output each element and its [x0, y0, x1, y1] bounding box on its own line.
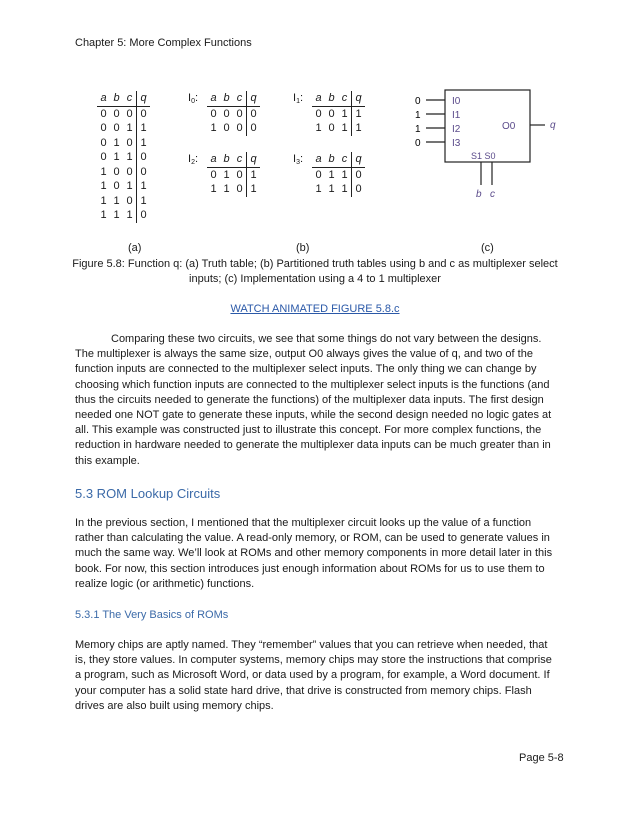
- table-cell: 1: [341, 168, 348, 181]
- table-row: [207, 182, 260, 197]
- column-header-c: c: [338, 91, 352, 106]
- table-cell: 0: [126, 165, 133, 178]
- table-cell: 1: [315, 183, 322, 196]
- partition-label: $I_0$:: [188, 92, 199, 105]
- body-paragraph-3: [75, 638, 557, 714]
- table-cell: 1: [113, 209, 120, 222]
- table-cell: 1: [247, 167, 261, 182]
- partition-label: $I_1$:: [293, 92, 304, 105]
- mux-input-pin: I3: [452, 138, 461, 149]
- column-header-q: q: [352, 152, 366, 167]
- subsection-heading: 5.3.1 The Very Basics of ROMs: [75, 609, 229, 621]
- table-row: [97, 150, 150, 165]
- table-cell: 0: [210, 168, 217, 181]
- table-cell: 0: [236, 122, 243, 135]
- mux-input-pin: I1: [452, 110, 461, 121]
- table-cell: 1: [113, 194, 120, 207]
- table-cell: 0: [236, 168, 243, 181]
- table-cell: 0: [126, 194, 133, 207]
- table-cell: 0: [137, 208, 151, 223]
- mux-select-pins: S1 S0: [471, 151, 496, 161]
- table-cell: 0: [210, 107, 217, 120]
- column-header-b: b: [220, 152, 233, 167]
- figure-caption: Figure 5.8: Function q: (a) Truth table; (b) Partitioned truth tables using b and c as multiplexer select inputs; (c) Implementation using a 4 to 1 multiplexer: [72, 258, 558, 285]
- page-header: Chapter 5: More Complex Functions: [75, 37, 252, 49]
- truth-table-main: [97, 91, 150, 223]
- mux-input-value: 0: [415, 138, 421, 149]
- partition-table: [207, 91, 260, 136]
- table-cell: 1: [137, 121, 151, 136]
- table-cell: 1: [126, 180, 133, 193]
- table-cell: 1: [113, 151, 120, 164]
- partition-table: [312, 91, 365, 136]
- mux-input-value: 0: [415, 96, 421, 107]
- table-cell: 0: [100, 136, 107, 149]
- table-row: [312, 106, 365, 121]
- table-row: [312, 121, 365, 136]
- page-number: Page 5-8: [519, 752, 564, 764]
- table-row: [97, 179, 150, 194]
- table-cell: 1: [137, 179, 151, 194]
- table-row: [97, 121, 150, 136]
- table-row: [207, 121, 260, 136]
- table-cell: 0: [315, 168, 322, 181]
- partition-label: $I_2$:: [188, 153, 199, 166]
- mux-input-value: 1: [415, 124, 421, 135]
- table-row: [207, 167, 260, 182]
- table-cell: 1: [315, 122, 322, 135]
- table-row: [312, 182, 365, 197]
- select-input-b: b: [476, 189, 482, 200]
- paragraph-1-text: Comparing these two circuits, we see that some things do not vary between the designs. The multiplexer is always the same size, output O0 always gives the value of q, and two of the function inputs are connected to the multiplexer select inputs. The only thing we can change by choosing which function inputs are connected to the multiplexer select inputs is the functions (and thus the circuits needed to generate the functions) of the multiplexer data inputs. The first design needed one NOT gate to generate these inputs, while the second design needed no logic gates at all. This example was constructed just to illustrate this concept. For more complex functions, the reduction in hardware needed to generate the multiplexer data inputs can be much greater than in this example.: [75, 333, 552, 467]
- column-header-q: q: [247, 152, 261, 167]
- table-cell: 1: [328, 183, 335, 196]
- paragraph-2-text: In the previous section, I mentioned that the multiplexer circuit looks up the value of a function rather than calculating the value. A read-only memory, or ROM, can be used to generate values in much the same way. We’ll look at ROMs and other memory components in more detail later in this book. For now, this section introduces just enough information about ROMs for us to use them to realize logic (or arithmetic) functions.: [75, 517, 553, 590]
- select-input-c: c: [490, 189, 495, 200]
- partition-table: [312, 152, 365, 197]
- column-header-c: c: [233, 152, 247, 167]
- table-cell: 1: [223, 183, 230, 196]
- table-cell: 1: [126, 122, 133, 135]
- table-cell: 0: [113, 165, 120, 178]
- table-cell: 1: [247, 182, 261, 197]
- table-cell: 1: [352, 121, 366, 136]
- table-cell: 0: [100, 151, 107, 164]
- mux-output-label: q: [550, 120, 556, 131]
- table-row: [97, 165, 150, 180]
- panel-label-c: (c): [481, 242, 494, 254]
- table-cell: 0: [126, 136, 133, 149]
- table-cell: 0: [100, 122, 107, 135]
- table-cell: 1: [100, 165, 107, 178]
- table-cell: 0: [315, 107, 322, 120]
- table-row: [207, 106, 260, 121]
- column-header-a: a: [97, 91, 110, 106]
- table-row: [312, 167, 365, 182]
- table-cell: 0: [100, 107, 107, 120]
- table-cell: 1: [341, 107, 348, 120]
- table-cell: 0: [137, 165, 151, 180]
- mux-input-value: 1: [415, 110, 421, 121]
- table-cell: 1: [100, 180, 107, 193]
- table-cell: 0: [223, 107, 230, 120]
- column-header-a: a: [207, 152, 220, 167]
- table-cell: 0: [247, 106, 261, 121]
- mux-input-pin: I2: [452, 124, 461, 135]
- table-cell: 0: [126, 107, 133, 120]
- paragraph-3-text: Memory chips are aptly named. They “remember” values that you can retrieve when needed, that is, they store values. In computer systems, memory chips may store the instructions that comprise a program, such as Microsoft Word, or data used by a program, for example, a Word document. If your computer has a solid state hard drive, that drive is constructed from memory chips. Flash drives are also built using memory chips.: [75, 639, 552, 712]
- table-cell: 0: [328, 122, 335, 135]
- table-cell: 1: [210, 183, 217, 196]
- table-cell: 1: [137, 136, 151, 151]
- column-header-c: c: [123, 91, 137, 106]
- body-paragraph-1: [75, 332, 557, 469]
- multiplexer-diagram: [410, 88, 560, 203]
- table-cell: 1: [126, 151, 133, 164]
- table-cell: 0: [137, 150, 151, 165]
- table-cell: 0: [352, 167, 366, 182]
- table-row: [97, 208, 150, 223]
- table-cell: 0: [137, 106, 151, 121]
- column-header-q: q: [137, 91, 151, 106]
- table-cell: 0: [236, 107, 243, 120]
- table-cell: 0: [352, 182, 366, 197]
- table-cell: 1: [223, 168, 230, 181]
- table-cell: 1: [137, 194, 151, 209]
- table-cell: 1: [100, 194, 107, 207]
- partition-label: $I_3$:: [293, 153, 304, 166]
- table-cell: 1: [113, 136, 120, 149]
- table-row: [97, 194, 150, 209]
- column-header-a: a: [312, 91, 325, 106]
- table-cell: 0: [223, 122, 230, 135]
- column-header-c: c: [338, 152, 352, 167]
- table-cell: 0: [236, 183, 243, 196]
- column-header-b: b: [110, 91, 123, 106]
- mux-input-pin: I0: [452, 96, 461, 107]
- section-heading: 5.3 ROM Lookup Circuits: [75, 486, 221, 501]
- table-cell: 1: [341, 122, 348, 135]
- column-header-a: a: [312, 152, 325, 167]
- table-cell: 1: [100, 209, 107, 222]
- watch-animated-figure-link[interactable]: WATCH ANIMATED FIGURE 5.8.c: [230, 303, 400, 315]
- table-cell: 1: [210, 122, 217, 135]
- panel-label-a: (a): [128, 242, 142, 254]
- body-paragraph-2: [75, 516, 557, 592]
- column-header-b: b: [325, 152, 338, 167]
- table-cell: 1: [352, 106, 366, 121]
- table-cell: 0: [113, 180, 120, 193]
- table-cell: 1: [328, 168, 335, 181]
- table-cell: 0: [247, 121, 261, 136]
- table-cell: 1: [126, 209, 133, 222]
- panel-label-b: (b): [296, 242, 310, 254]
- table-cell: 0: [328, 107, 335, 120]
- column-header-b: b: [220, 91, 233, 106]
- column-header-a: a: [207, 91, 220, 106]
- table-cell: 1: [341, 183, 348, 196]
- column-header-q: q: [352, 91, 366, 106]
- column-header-b: b: [325, 91, 338, 106]
- table-row: [97, 106, 150, 121]
- mux-output-pin: O0: [502, 121, 516, 132]
- table-cell: 0: [113, 122, 120, 135]
- table-cell: 0: [113, 107, 120, 120]
- column-header-q: q: [247, 91, 261, 106]
- table-row: [97, 136, 150, 151]
- column-header-c: c: [233, 91, 247, 106]
- partition-table: [207, 152, 260, 197]
